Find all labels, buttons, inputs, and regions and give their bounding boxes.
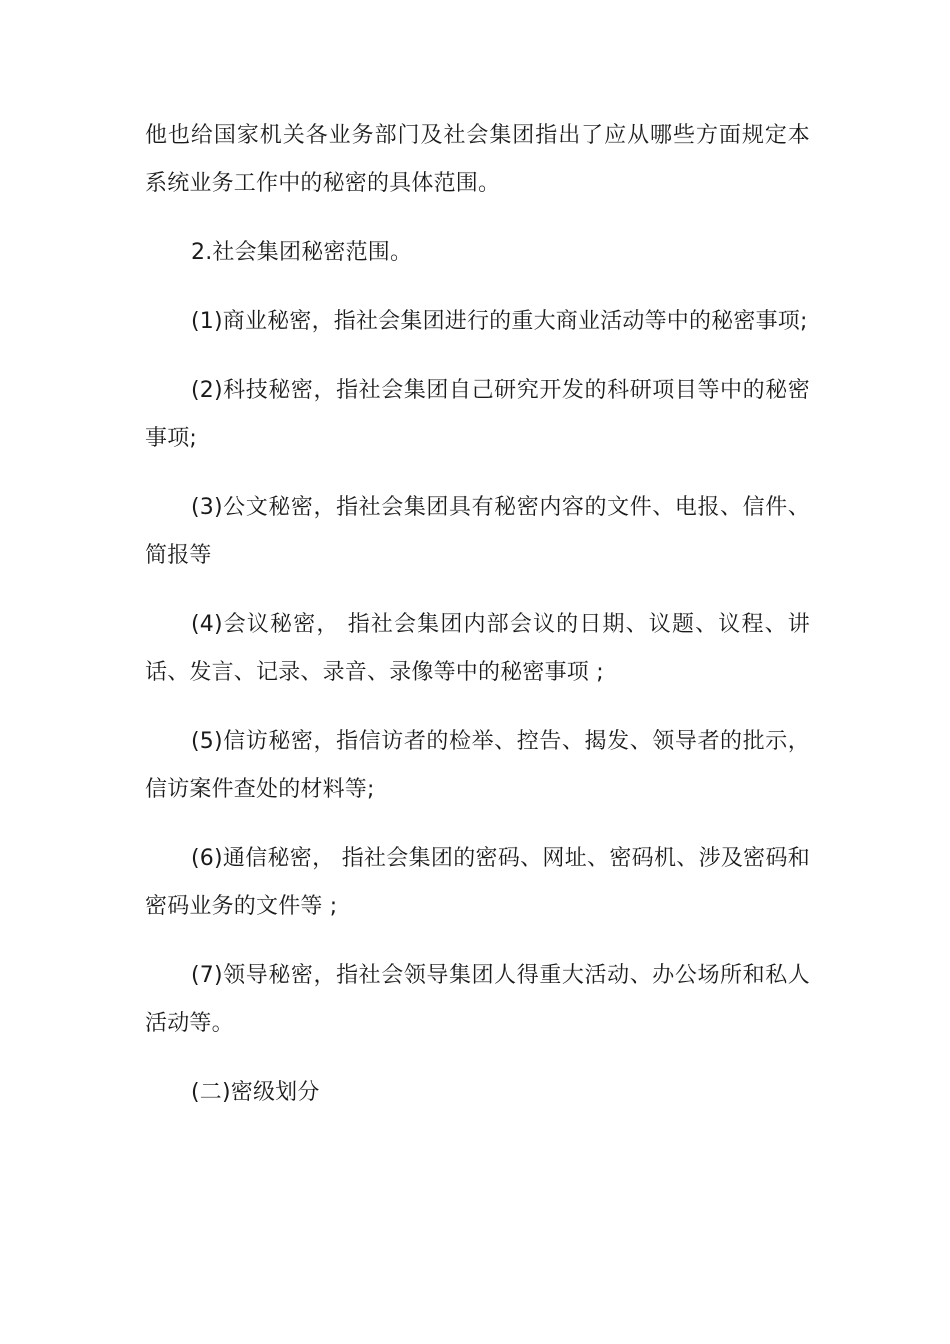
heading-classification-levels: (二)密级划分: [191, 1080, 320, 1105]
paragraph-technology-secret: (2)科技秘密，指社会集团自己研究开发的科研项目等中的秘密事项;: [145, 378, 810, 451]
paragraph-communication-secret: (6)通信秘密， 指社会集团的密码、网址、密码机、涉及密码和密码业务的文件等 ;: [145, 846, 810, 919]
paragraph-document-secret: (3)公文秘密，指社会集团具有秘密内容的文件、电报、信件、简报等: [145, 495, 810, 568]
heading-social-group-secret-scope: 2.社会集团秘密范围。: [191, 240, 413, 265]
paragraph-scope-intro: 他也给国家机关各业务部门及社会集团指出了应从哪些方面规定本系统业务工作中的秘密的具体范围。: [145, 123, 810, 196]
document-body: [145, 112, 810, 1117]
paragraph-meeting-secret: (4)会议秘密， 指社会集团内部会议的日期、议题、议程、讲话、发言、记录、录音、录像等中的秘密事项 ;: [145, 612, 810, 685]
paragraph-business-secret: (1)商业秘密，指社会集团进行的重大商业活动等中的秘密事项;: [191, 309, 808, 334]
paragraph-leadership-secret: (7)领导秘密，指社会领导集团人得重大活动、办公场所和私人活动等。: [145, 963, 810, 1036]
paragraph-petition-secret: (5)信访秘密，指信访者的检举、控告、揭发、领导者的批示，信访案件查处的材料等;: [145, 729, 810, 802]
